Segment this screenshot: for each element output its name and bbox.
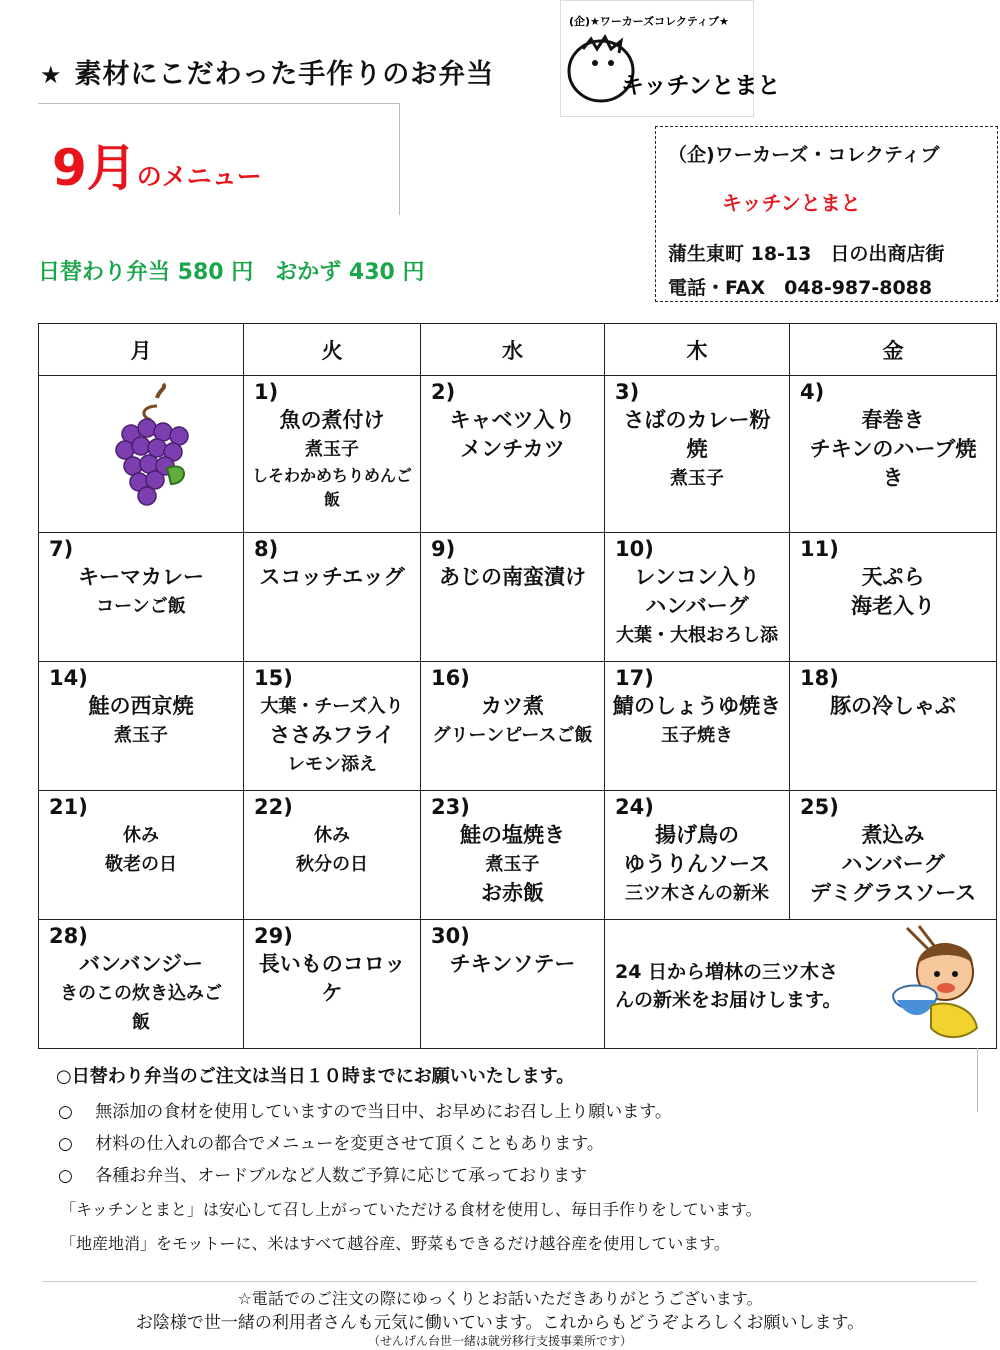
menu-dish: 煮玉子 xyxy=(670,468,724,489)
menu-dish: 天ぷら xyxy=(861,565,925,589)
note-item: 「キッチンとまと」は安心して召し上がっていただける食材を使用し、毎日手作りをしています。 xyxy=(60,1200,762,1219)
menu-date: 25) xyxy=(800,795,839,819)
menu-date: 10) xyxy=(615,537,654,561)
menu-dish: さばのカレー粉 xyxy=(623,408,771,432)
shop-phone: 電話・FAX 048-987-8088 xyxy=(668,277,933,299)
menu-dish: き xyxy=(882,466,904,490)
menu-dish: 長いものコロッ xyxy=(258,952,406,976)
menu-date: 22) xyxy=(254,795,293,819)
menu-day-cell xyxy=(605,791,790,920)
menu-day-cell xyxy=(605,662,790,791)
menu-dish: 魚の煮付け xyxy=(279,408,385,432)
logo-shop-text: キッチンとまと xyxy=(621,73,781,99)
menu-dish: ゆうりんソース xyxy=(624,852,770,876)
menu-date: 2) xyxy=(431,380,456,404)
footer-divider xyxy=(42,1281,977,1282)
menu-dish: 煮玉子 xyxy=(114,725,168,746)
menu-dish: 大葉・チーズ入り xyxy=(260,696,404,717)
announcement-line: んの新米をお届けします。 xyxy=(615,989,842,1011)
menu-dish: メンチカツ xyxy=(460,437,565,461)
month-number: 9月 xyxy=(52,139,137,197)
weekday-header: 木 xyxy=(605,324,790,376)
menu-date: 8) xyxy=(254,537,279,561)
menu-dish: 豚の冷しゃぶ xyxy=(830,694,956,718)
menu-date: 4) xyxy=(800,380,825,404)
menu-dish: カツ煮 xyxy=(481,694,544,718)
menu-day-cell xyxy=(790,662,997,791)
menu-dish: 休み xyxy=(123,825,159,846)
menu-dish: 煮込み xyxy=(861,823,925,847)
menu-dish: スコッチエッグ xyxy=(259,565,405,589)
footer-message: お陰様で世一緒の利用者さんも元気に働いています。これからもどうぞよろしくお願いします。 xyxy=(135,1313,865,1333)
menu-day-cell xyxy=(244,376,421,533)
menu-date: 23) xyxy=(431,795,470,819)
menu-day-cell xyxy=(605,533,790,662)
menu-dish: ささみフライ xyxy=(269,723,395,747)
footer-note: （せんげん台世一緒は就労移行支援事業所です） xyxy=(367,1334,632,1348)
note-item: ○ 材料の仕入れの都合でメニューを変更させて頂くこともあります。 xyxy=(58,1134,604,1154)
weekday-header: 火 xyxy=(244,324,421,376)
menu-dish: 鮭の西京焼 xyxy=(88,694,194,718)
boy-eating-rice-icon xyxy=(887,924,987,1046)
menu-day-cell xyxy=(244,791,421,920)
menu-day-cell xyxy=(244,533,421,662)
note-item: ○ 各種お弁当、オードブルなど人数ご予算に応じて承っております xyxy=(58,1166,588,1186)
price-line: 日替わり弁当 580 円 おかず 430 円 xyxy=(38,260,425,285)
menu-dish: 玉子焼き xyxy=(661,725,733,746)
menu-date: 3) xyxy=(615,380,640,404)
shop-address: 蒲生東町 18-13 日の出商店街 xyxy=(668,243,945,265)
menu-dish: 敬老の日 xyxy=(105,854,177,875)
menu-dish: 三ツ木さんの新米 xyxy=(625,883,769,904)
tagline xyxy=(40,52,494,91)
menu-day-cell xyxy=(39,533,244,662)
weekday-header: 月 xyxy=(39,324,244,376)
menu-day-cell xyxy=(421,791,605,920)
menu-dish: 休み xyxy=(314,825,350,846)
menu-week-row xyxy=(39,920,997,1049)
menu-dish: きのこの炊き込みご xyxy=(60,983,222,1004)
menu-dish: レモン添え xyxy=(287,754,377,775)
menu-date: 9) xyxy=(431,537,456,561)
menu-dish: グリーンピースご飯 xyxy=(432,725,593,746)
menu-calendar xyxy=(38,323,997,1049)
menu-dish: キーマカレー xyxy=(78,565,204,589)
menu-dish: デミグラスソース xyxy=(809,881,977,905)
menu-dish: あじの南蛮漬け xyxy=(439,565,586,589)
menu-dish: ハンバーグ xyxy=(841,852,945,876)
menu-date: 30) xyxy=(431,924,470,948)
note-item: ○ 無添加の食材を使用していますので当日中、お早めにお召し上り願います。 xyxy=(58,1102,672,1122)
menu-date: 16) xyxy=(431,666,470,690)
menu-day-cell xyxy=(421,533,605,662)
menu-date: 11) xyxy=(800,537,839,561)
star-icon: ★ xyxy=(40,61,63,89)
menu-dish: しそわかめちりめんご xyxy=(251,466,412,485)
month-suffix: のメニュー xyxy=(136,162,262,191)
menu-dish: ハンバーグ xyxy=(645,594,749,618)
order-deadline-note: ○日替わり弁当のご注文は当日１０時までにお願いいたします。 xyxy=(56,1066,575,1087)
menu-dish: 大葉・大根おろし添 xyxy=(616,625,778,646)
footer-thanks: ☆電話でのご注文の際にゆっくりとお話いただきありがとうございます。 xyxy=(237,1289,763,1308)
menu-date: 15) xyxy=(254,666,293,690)
menu-date: 7) xyxy=(49,537,74,561)
note-item: 「地産地消」をモットーに、米はすべて越谷産、野菜もできるだけ越谷産を使用しています。 xyxy=(60,1234,730,1253)
menu-dish: レンコン入り xyxy=(634,565,760,589)
menu-date: 18) xyxy=(800,666,839,690)
company-info-box xyxy=(655,126,998,302)
menu-day-cell xyxy=(244,920,421,1049)
menu-week-row xyxy=(39,662,997,791)
menu-day-cell xyxy=(421,662,605,791)
menu-dish: キャベツ入り xyxy=(449,408,576,432)
shop-name: キッチンとまと xyxy=(722,191,861,215)
menu-day-cell xyxy=(39,662,244,791)
menu-dish: 揚げ鳥の xyxy=(655,823,739,847)
menu-date: 28) xyxy=(49,924,88,948)
menu-dish: 飯 xyxy=(323,490,340,509)
menu-dish: 海老入り xyxy=(851,594,935,618)
tagline-text: 素材にこだわった手作りのお弁当 xyxy=(74,59,495,90)
menu-week-row xyxy=(39,533,997,662)
logo-org-text: (企)★ワーカーズコレクティブ★ xyxy=(569,15,729,28)
menu-day-cell xyxy=(790,533,997,662)
menu-day-cell xyxy=(605,376,790,533)
menu-dish: 春巻き xyxy=(861,408,925,432)
menu-dish: 鯖のしょうゆ焼き xyxy=(613,694,781,718)
menu-day-cell xyxy=(244,662,421,791)
menu-dish: 煮玉子 xyxy=(305,439,359,460)
menu-date: 14) xyxy=(49,666,88,690)
weekday-header: 水 xyxy=(421,324,605,376)
menu-dish: コーンご飯 xyxy=(96,596,186,617)
tomato-logo-icon xyxy=(561,1,781,116)
menu-dish: 鮭の塩焼き xyxy=(460,823,565,847)
menu-dish: 飯 xyxy=(132,1012,150,1033)
menu-date: 24) xyxy=(615,795,654,819)
menu-date: 17) xyxy=(615,666,654,690)
menu-dish: チキンソテー xyxy=(449,952,576,976)
menu-week-row xyxy=(39,791,997,920)
announcement-cell xyxy=(605,920,997,1049)
menu-dish: お赤飯 xyxy=(481,881,544,905)
menu-day-cell xyxy=(39,376,244,533)
menu-dish: チキンのハーブ焼 xyxy=(809,437,977,461)
menu-day-cell xyxy=(421,920,605,1049)
page-title xyxy=(52,128,262,200)
announcement-line: 24 日から増林の三ツ木さ xyxy=(615,961,839,983)
menu-week-row xyxy=(39,376,997,533)
company-name: （企)ワーカーズ・コレクティブ xyxy=(668,144,940,166)
menu-date: 21) xyxy=(49,795,88,819)
weekday-header-row xyxy=(39,324,997,376)
menu-day-cell xyxy=(790,791,997,920)
menu-day-cell xyxy=(790,376,997,533)
menu-date: 1) xyxy=(254,380,279,404)
menu-dish: バンバンジー xyxy=(78,952,203,976)
menu-date: 29) xyxy=(254,924,293,948)
menu-day-cell xyxy=(421,376,605,533)
menu-dish: 焼 xyxy=(686,437,708,461)
menu-dish: 煮玉子 xyxy=(485,854,540,875)
menu-day-cell xyxy=(39,791,244,920)
shop-logo xyxy=(560,0,781,117)
grape-icon xyxy=(39,376,243,528)
menu-day-cell xyxy=(39,920,244,1049)
weekday-header: 金 xyxy=(790,324,997,376)
menu-dish: ケ xyxy=(321,981,343,1005)
menu-dish: 秋分の日 xyxy=(296,854,368,875)
